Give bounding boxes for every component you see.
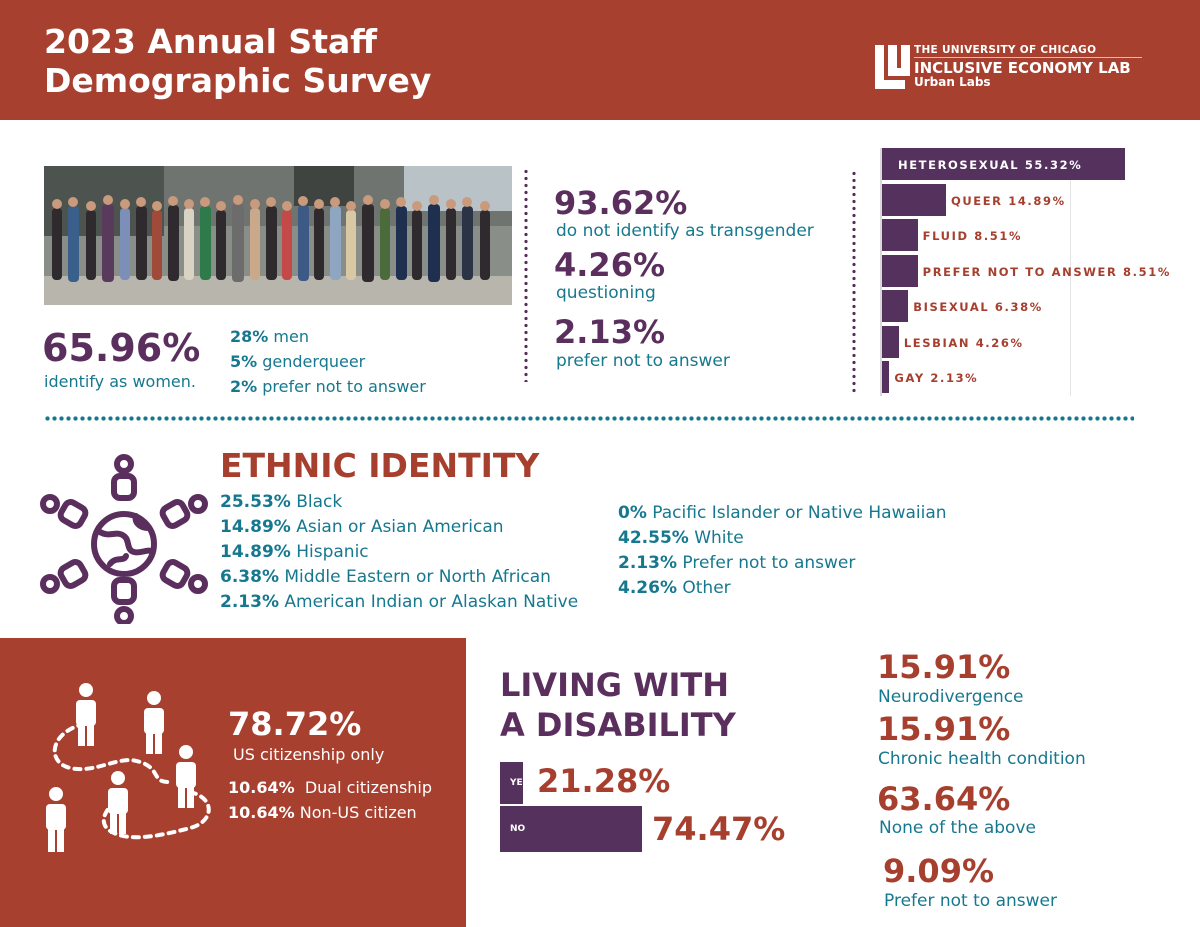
disability-bar-yes-tag: YES: [510, 778, 530, 788]
disability-title: [500, 665, 736, 745]
citizenship-label: Dual citizenship: [294, 778, 433, 797]
citizenship-pct: 10.64%: [228, 778, 295, 797]
dotted-divider-vertical-2: [852, 170, 856, 394]
ethnic-pct: 0%: [618, 503, 647, 523]
neurodivergence-label: Neurodivergence: [878, 687, 1024, 707]
gender-item-label: men: [268, 327, 309, 346]
citizenship-us-pct: 78.72%: [228, 705, 362, 743]
gender-item-men: [230, 324, 426, 349]
ethnic-item-white: [618, 528, 744, 548]
bar-label-lesbian: LESBIAN 4.26%: [903, 335, 1024, 350]
transgender-no-pct: 93.62%: [554, 184, 688, 222]
transgender-prefer-label: prefer not to answer: [556, 351, 730, 371]
chart-bar-prefer-not-to-answer: [880, 255, 918, 287]
logo-lab-name: INCLUSIVE ECONOMY LAB: [914, 59, 1131, 77]
ethnic-label: Black: [290, 492, 343, 512]
gender-item-label: prefer not to answer: [257, 377, 426, 396]
gender-item-genderqueer: [230, 349, 426, 374]
disability-prefer-not-pct: 9.09%: [883, 852, 995, 890]
ethnic-label: White: [688, 528, 744, 548]
ethnic-item-hispanic: [220, 542, 369, 562]
ethnic-pct: 14.89%: [220, 517, 291, 537]
dotted-divider-horizontal: [44, 416, 1134, 421]
disability-no-pct: 74.47%: [652, 810, 786, 848]
ethnic-item-other: [618, 578, 731, 598]
chronic-health-label: Chronic health condition: [878, 749, 1086, 769]
transgender-no-label: do not identify as transgender: [556, 221, 814, 241]
citizenship-label: Non-US citizen: [294, 803, 417, 822]
ethnic-label: Asian or Asian American: [290, 517, 504, 537]
page-title-line2: Demographic Survey: [44, 61, 432, 100]
ethnic-item-prefer-not: [618, 553, 855, 573]
ethnic-item-pacific-islander: [618, 503, 947, 523]
globe-people-icon: [40, 452, 210, 624]
chart-bar-queer: [880, 184, 946, 216]
logo-urban-labs: Urban Labs: [914, 75, 991, 89]
group-photo: [44, 166, 512, 305]
citizenship-pct: 10.64%: [228, 803, 295, 822]
chart-bar-bisexual: [880, 290, 908, 322]
women-percent: 65.96%: [42, 326, 201, 370]
ethnic-label: Pacific Islander or Native Hawaiian: [646, 503, 947, 523]
inclusive-economy-lab-logo: [874, 44, 1154, 90]
bar-label-bisexual: BISEXUAL 6.38%: [913, 300, 1043, 314]
transgender-questioning-pct: 4.26%: [554, 246, 666, 284]
chart-bar-fluid: [880, 219, 918, 251]
gender-item-label: genderqueer: [257, 352, 366, 371]
transgender-questioning-label: questioning: [556, 283, 656, 303]
ethnic-pct: 2.13%: [220, 592, 279, 612]
citizenship-non-us: [228, 803, 417, 822]
dotted-divider-vertical: [524, 168, 528, 382]
none-of-above-label: None of the above: [879, 818, 1036, 838]
page-title-line1: 2023 Annual Staff: [44, 22, 377, 61]
lab-logo-mark-icon: [874, 44, 912, 90]
chart-axis: [880, 148, 882, 396]
none-of-above-pct: 63.64%: [877, 780, 1011, 818]
transgender-prefer-pct: 2.13%: [554, 313, 666, 351]
ethnic-pct: 14.89%: [220, 542, 291, 562]
ethnic-pct: 42.55%: [618, 528, 689, 548]
gender-item-prefer-not: [230, 374, 426, 399]
disability-title-line1: LIVING WITH: [500, 666, 729, 704]
ethnic-label: Prefer not to answer: [676, 553, 856, 573]
ethnic-label: American Indian or Alaskan Native: [278, 592, 579, 612]
bar-label-prefer-not: PREFER NOT TO ANSWER 8.51%: [922, 264, 1171, 279]
ethnic-pct: 4.26%: [618, 578, 677, 598]
disability-yes-pct: 21.28%: [537, 762, 671, 800]
ethnic-item-black: [220, 492, 342, 512]
women-label: identify as women.: [44, 372, 196, 391]
gender-item-pct: 28%: [230, 327, 269, 346]
gender-item-pct: 5%: [230, 352, 258, 371]
disability-prefer-not-label: Prefer not to answer: [884, 891, 1057, 911]
bar-label-fluid: FLUID 8.51%: [922, 229, 1023, 243]
ethnic-label: Middle Eastern or North African: [278, 567, 551, 587]
bar-label-gay: GAY 2.13%: [894, 371, 979, 385]
disability-title-line2: A DISABILITY: [500, 706, 736, 744]
people-path-icon: [40, 682, 220, 862]
neurodivergence-pct: 15.91%: [877, 648, 1011, 686]
chronic-health-pct: 15.91%: [877, 710, 1011, 748]
citizenship-us-label: US citizenship only: [233, 745, 385, 764]
bar-label-heterosexual: HETEROSEXUAL 55.32%: [898, 158, 1083, 172]
ethnic-pct: 25.53%: [220, 492, 291, 512]
ethnic-label: Hispanic: [290, 542, 369, 562]
ethnic-item-american-indian: [220, 592, 578, 612]
ethnic-pct: 6.38%: [220, 567, 279, 587]
logo-university-text: THE UNIVERSITY OF CHICAGO: [914, 44, 1097, 56]
logo-divider: [914, 57, 1142, 58]
bar-label-queer: QUEER 14.89%: [950, 193, 1066, 208]
chart-bar-lesbian: [880, 326, 899, 358]
ethnic-identity-title: ETHNIC IDENTITY: [220, 446, 540, 485]
gender-item-pct: 2%: [230, 377, 258, 396]
gender-list: [230, 324, 426, 399]
disability-bar-no-tag: NO: [510, 824, 526, 834]
ethnic-label: Other: [676, 578, 731, 598]
citizenship-dual: [228, 778, 432, 797]
page-title: [44, 22, 564, 100]
ethnic-item-asian: [220, 517, 504, 537]
ethnic-pct: 2.13%: [618, 553, 677, 573]
ethnic-item-mena: [220, 567, 551, 587]
